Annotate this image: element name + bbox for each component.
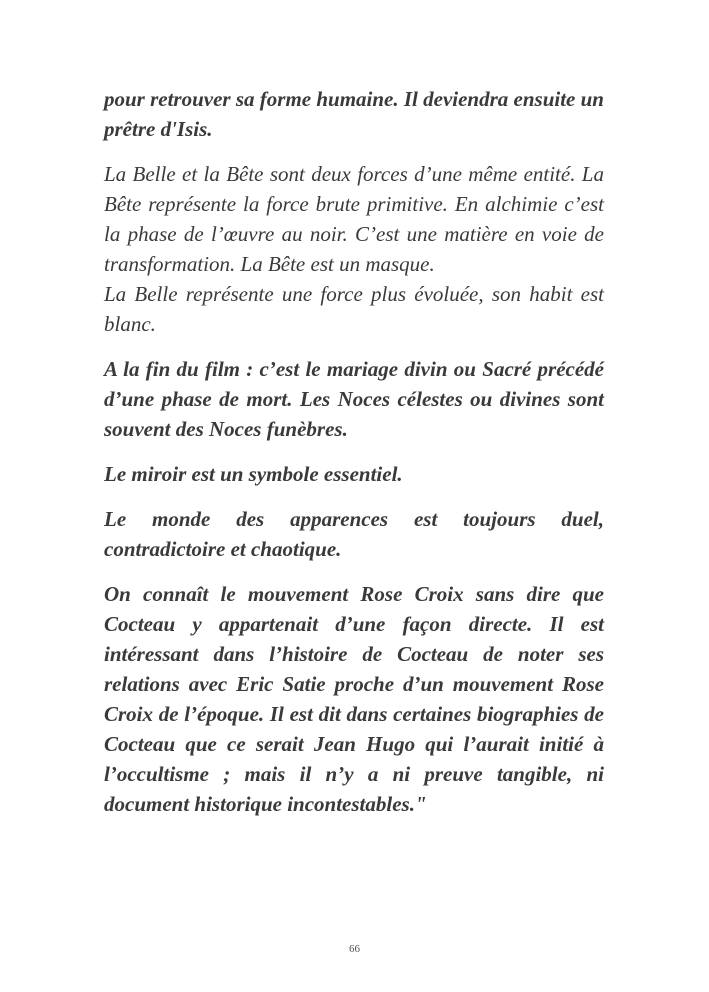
paragraph-fin-du-film: A la fin du film : c’est le mariage divin ou Sacré précédé d’une phase de mort. Les Noces célestes ou divines sont souvent des Noces funèbres. [104,357,604,441]
paragraph-miroir: Le miroir est un symbole essentiel. [104,462,403,486]
paragraph-belle-bete-forces: La Belle et la Bête sont deux forces d’une même entité. La Bête représente la force brute primitive. En alchimie c’est la phase de l’œuvre au noir. C’est une matière en voie de transformation. La Bête est un masque. [104,162,604,276]
paragraph-monde-apparences: Le monde des apparences est toujours duel, contradictoire et chaotique. [104,507,604,561]
paragraph-belle-habit: La Belle représente une force plus évoluée, son habit est blanc. [104,282,604,336]
page-number: 66 [349,943,360,955]
page-body [104,84,604,819]
paragraph-isis: pour retrouver sa forme humaine. Il deviendra ensuite un prêtre d'Isis. [104,87,604,141]
paragraph-rose-croix: On connaît le mouvement Rose Croix sans dire que Cocteau y appartenait d’une façon directe. Il est intéressant dans l’histoire de Cocteau de noter ses relations avec Eric Satie proche d’un mouvement Rose Croix de l’époque. Il est dit dans certaines biographies de Cocteau que ce serait Jean Hugo qui l’aurait initié à l’occultisme ; mais il n’y a ni preuve tangible, ni document historique incontestables." [104,582,604,816]
